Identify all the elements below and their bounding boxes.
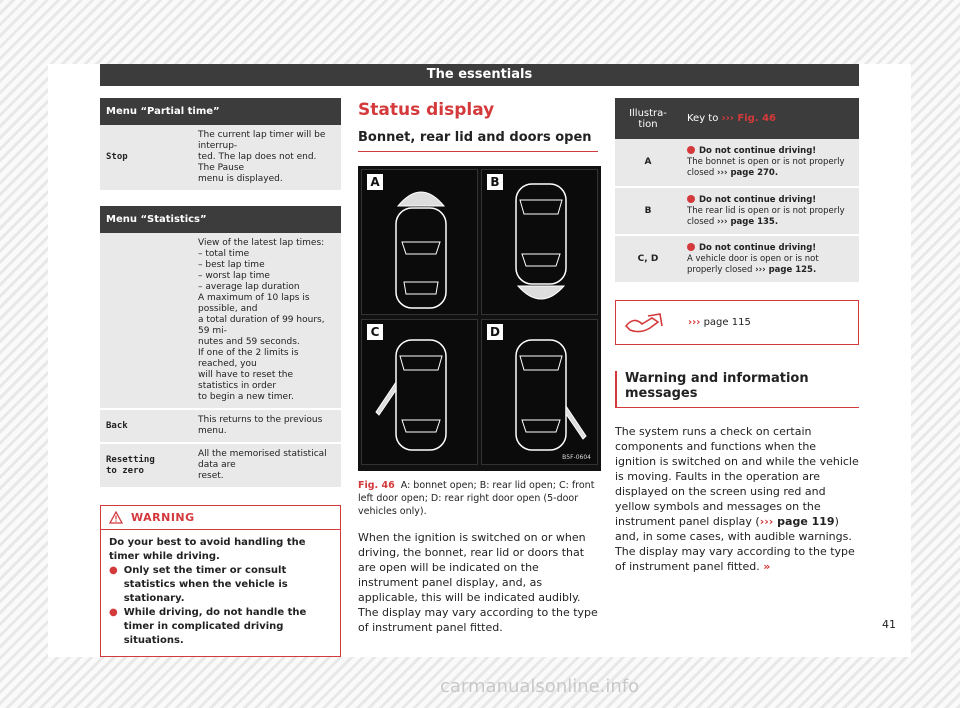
table-row xyxy=(100,443,341,488)
bullet-icon: ● xyxy=(109,565,118,576)
continue-arrow-icon: » xyxy=(763,560,771,573)
warning-triangle-icon xyxy=(109,511,123,524)
car-bonnet-open-icon xyxy=(362,170,479,316)
manual-hand-icon xyxy=(624,312,664,334)
watermark: carmanualsonline.info xyxy=(440,676,640,697)
list-item: ● Only set the timer or consult statistics when the vehicle is stationary. xyxy=(109,565,288,604)
page-number: 41 xyxy=(882,618,896,631)
status-display-subheading: Bonnet, rear lid and doors open xyxy=(358,130,598,152)
page-link[interactable]: page 270. xyxy=(727,168,779,178)
status-body: When the ignition is switched on or when driving, the bonnet, rear lid or doors that are open will be indicated on the instrument panel display, and, as applicable, this will be indicated audibly. The display may vary according to the type of instrument panel fitted. xyxy=(358,531,598,634)
page-link[interactable]: page 135. xyxy=(727,216,779,227)
reference-box: ››› page 115 xyxy=(615,300,859,345)
list-item: ● While driving, do not handle the timer in complicated driving situations. xyxy=(109,607,307,646)
car-rear-right-door-open-icon xyxy=(482,320,599,466)
car-rear-lid-open-icon xyxy=(482,170,599,316)
bullet-icon: ● xyxy=(109,607,118,618)
figure-code: B5F-0604 xyxy=(562,454,591,461)
section-header: The essentials xyxy=(100,64,859,86)
table-row xyxy=(100,125,341,191)
fig-link[interactable]: Fig. 46 xyxy=(733,113,777,124)
statistics-title: Menu “Statistics” xyxy=(100,206,341,233)
page-link[interactable]: page 115 xyxy=(703,317,751,328)
menu-key: Resetting to zero xyxy=(100,443,192,488)
red-warning-symbol-icon xyxy=(687,195,695,203)
warning-title: WARNING xyxy=(131,511,195,524)
figure-number: Fig. 46 xyxy=(358,480,395,491)
menu-desc: View of the latest lap times: – total time – best lap time – worst lap time – average lap duration A maximum of 10 laps is possible, and a total duration of 99 hours, 59 mi- nutes and 59 seconds. If one of the 2 limits is reached, you will have to reset the statistics in order to begin a new timer. xyxy=(192,233,341,409)
middle-column xyxy=(358,98,601,635)
page-link[interactable]: page 119 xyxy=(773,515,835,528)
table-row: B Do not continue driving! The rear lid is open or is not properly closed ››› page 135. xyxy=(615,187,859,235)
figure-caption: Fig. 46 A: bonnet open; B: rear lid open; C: front left door open; D: rear right door open (5-door vehicles only). xyxy=(358,480,595,517)
menu-key: Stop xyxy=(100,125,192,191)
warning-info-body: The system runs a check on certain components and functions when the ignition is switched on and while the vehicle is moving. Faults in the operation are displayed on the screen using red and yellow symbols and messages on the instrument panel display (››› page 119) and, in some cases, with audible warnings. The display may vary according to the type of instrument panel fitted. » xyxy=(615,425,859,573)
figure-panel-b: B xyxy=(481,169,598,315)
table-row xyxy=(100,233,341,409)
warning-intro: Do your best to avoid handling the timer while driving. xyxy=(109,537,306,562)
menu-key: Back xyxy=(100,409,192,443)
car-front-left-door-open-icon xyxy=(362,320,479,466)
partial-time-table xyxy=(100,98,341,192)
menu-key xyxy=(100,233,192,409)
key-header: Key to ››› Fig. 46 xyxy=(681,98,859,139)
red-warning-symbol-icon xyxy=(687,146,695,154)
table-row xyxy=(100,409,341,443)
page-link[interactable]: page 125. xyxy=(765,264,817,275)
partial-time-title: Menu “Partial time” xyxy=(100,98,341,125)
status-display-heading: Status display xyxy=(358,100,495,120)
warning-box xyxy=(100,505,341,657)
menu-desc: This returns to the previous menu. xyxy=(192,409,341,443)
table-row: C, D Do not continue driving! A vehicle door is open or is not properly closed ››› page 125. xyxy=(615,235,859,283)
warning-info-heading: Warning and information messages xyxy=(615,371,859,408)
table-row: A Do not continue driving! The bonnet is open or is not properly closed ››› page 270. xyxy=(615,139,859,187)
statistics-table xyxy=(100,206,341,489)
menu-desc: All the memorised statistical data are reset. xyxy=(192,443,341,488)
figure-46 xyxy=(358,166,601,471)
figure-panel-d: D B5F-0604 xyxy=(481,319,598,465)
figure-panel-c: C xyxy=(361,319,478,465)
figure-panel-a: A xyxy=(361,169,478,315)
illustration-header: Illustra- tion xyxy=(615,98,681,139)
red-warning-symbol-icon xyxy=(687,243,695,251)
menu-desc: The current lap timer will be interrup- ted. The lap does not end. The Pause menu is displayed. xyxy=(192,125,341,191)
left-column xyxy=(100,98,341,657)
key-table xyxy=(615,98,859,284)
right-column xyxy=(615,98,859,574)
